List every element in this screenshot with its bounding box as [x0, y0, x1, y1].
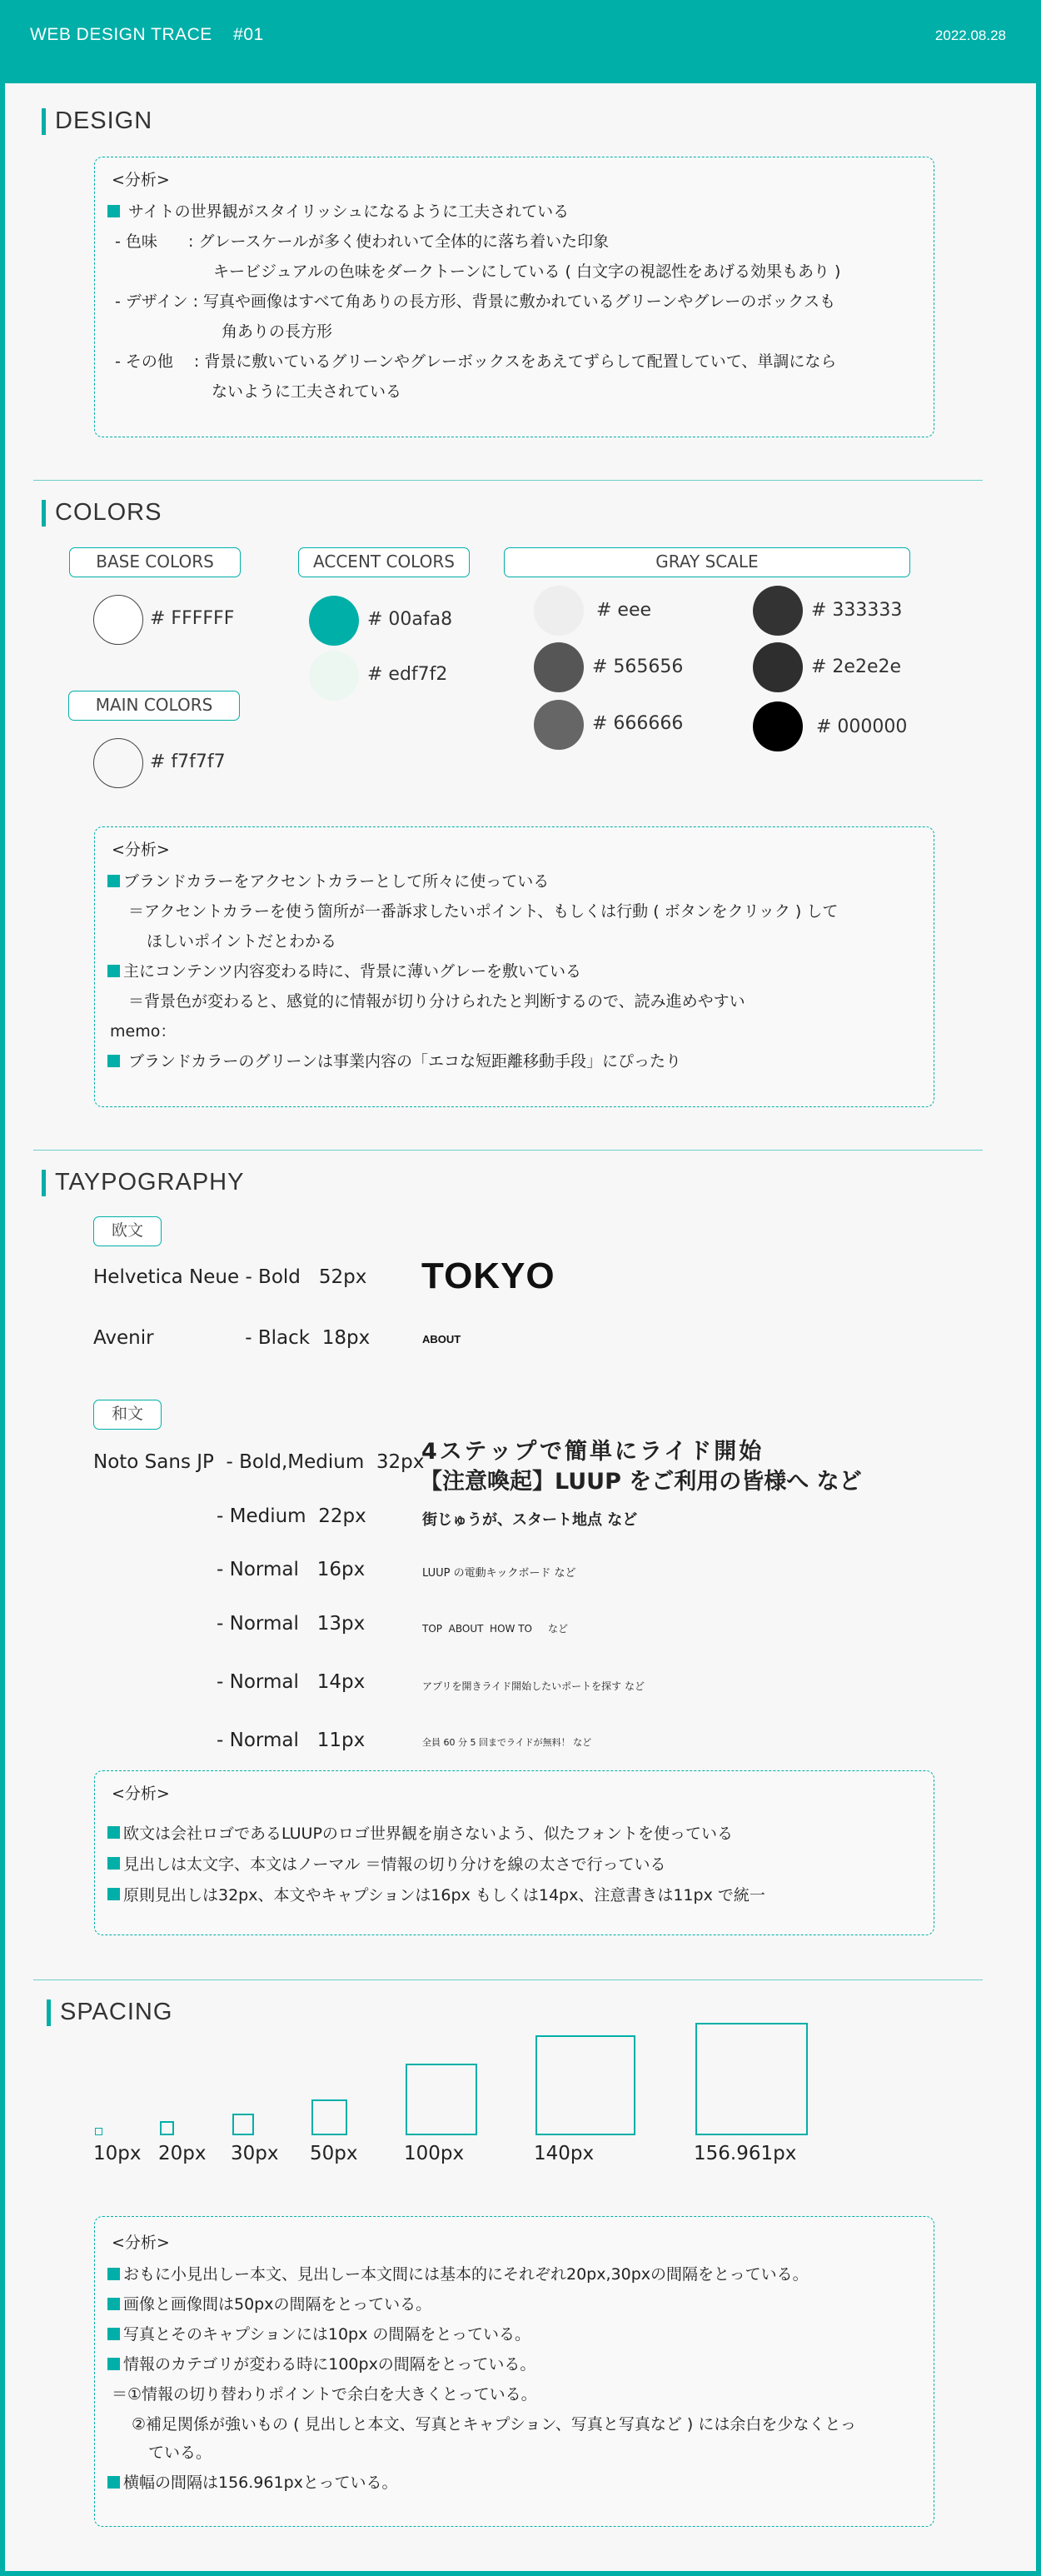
avenir-sample: ABOUT [422, 1333, 461, 1345]
normal11-spec: - Normal 11px [217, 1730, 366, 1751]
medium22-spec: - Medium 22px [217, 1505, 366, 1527]
bullet-square [107, 205, 120, 217]
spacing-analysis-box [94, 2216, 934, 2527]
divider [33, 480, 983, 481]
analysis-line: サイトの世界観がスタイリッシュになるように工夫されている [128, 202, 570, 221]
analysis-heading: <分析> [112, 171, 170, 189]
analysis-heading: <分析> [112, 2234, 170, 2252]
color-label-gray: # 2e2e2e [811, 656, 902, 677]
analysis-line: ＝①情報の切り替わりポイントで余白を大きくとっている。 [112, 2385, 537, 2404]
spacing-sample-label: 20px [158, 2143, 207, 2164]
color-swatch-gray [534, 642, 584, 692]
color-swatch-gray [534, 586, 584, 636]
bullet-square [107, 1888, 120, 1900]
bullet-square [107, 2328, 120, 2340]
normal11-sample: 全員 60 分 5 回までライドが無料！ など [422, 1737, 592, 1748]
spacing-sample-box [232, 2114, 254, 2135]
analysis-heading: <分析> [112, 1785, 170, 1803]
divider [33, 1150, 983, 1151]
normal16-sample: LUUP の電動キックボード など [422, 1567, 576, 1580]
normal14-spec: - Normal 14px [217, 1671, 366, 1693]
normal13-sample: TOP ABOUT HOW TO など [422, 1623, 569, 1635]
spacing-sample-box [95, 2128, 102, 2135]
typography-analysis-box [94, 1770, 934, 1935]
analysis-line: ＝アクセントカラーを使う箇所が一番訴求したいポイント、もしくは行動 ( ボタンをクリック ) して [128, 902, 839, 921]
bullet-square [107, 965, 120, 977]
analysis-line: ほしいポイントだとわかる [147, 932, 337, 951]
color-label-gray: # 000000 [816, 716, 908, 737]
analysis-line: ている。 [148, 2444, 212, 2462]
analysis-line: 横幅の間隔は156.961pxとっている。 [123, 2474, 398, 2492]
medium22-sample: 街じゅうが、スタート地点 など [422, 1511, 638, 1529]
analysis-line: ＝背景色が変わると、感覚的に情報が切り分けられたと判断するので、読み進めやすい [128, 992, 745, 1011]
analysis-line: おもに小見出しー本文、見出しー本文間には基本的にそれぞれ20px,30pxの間隔をとっている。 [123, 2265, 809, 2284]
avenir-spec: Avenir - Black 18px [93, 1327, 371, 1349]
bullet-square [107, 1857, 120, 1870]
color-swatch-accent [309, 596, 359, 646]
analysis-heading: <分析> [112, 841, 170, 859]
bullet-square [107, 2358, 120, 2370]
spacing-sample-box [311, 2099, 347, 2135]
section-marker [42, 108, 46, 135]
section-title-design: DESIGN [55, 107, 153, 134]
analysis-line: 画像と画像間は50pxの間隔をとっている。 [123, 2295, 432, 2314]
section-title-colors: COLORS [55, 499, 162, 526]
spacing-sample-box [535, 2035, 635, 2135]
normal14-sample: アプリを開きライド開始したいポートを探す など [422, 1680, 645, 1692]
gray-scale-label: GRAY SCALE [504, 547, 910, 577]
spacing-sample-label: 140px [534, 2143, 595, 2164]
noto-sample-1: 4ステップで簡単にライド開始 [421, 1439, 765, 1465]
analysis-line: ブランドカラーをアクセントカラーとして所々に使っている [123, 872, 550, 891]
analysis-line: - その他 : 背景に敷いているグリーンやグレーボックスをあえてずらして配置していて、単調になら [115, 352, 837, 371]
analysis-line: 主にコンテンツ内容変わる時に、背景に薄いグレーを敷いている [123, 962, 582, 981]
analysis-line: キービジュアルの色味をダークトーンにしている ( 白文字の視認性をあげる効果もあり ) [213, 262, 841, 281]
section-marker [47, 1999, 51, 2026]
spacing-sample-label: 156.961px [694, 2143, 797, 2164]
base-colors-label: BASE COLORS [69, 547, 241, 577]
color-swatch-gray [753, 701, 803, 751]
spacing-sample-label: 10px [93, 2143, 142, 2164]
noto-spec: Noto Sans JP - Bold,Medium 32px [93, 1451, 425, 1473]
spacing-sample-label: 100px [404, 2143, 465, 2164]
bullet-square [107, 1055, 120, 1067]
analysis-line: 写真とそのキャプションには10px の間隔をとっている。 [123, 2325, 531, 2344]
analysis-line: ②補足関係が強いもの ( 見出しと本文、写真とキャプション、写真と写真など ) には余白を少なくとっ [132, 2415, 856, 2434]
color-swatch-base [93, 595, 143, 645]
analysis-line: 見出しは太文字、本文はノーマル ＝情報の切り分けを線の太さで行っている [123, 1855, 666, 1874]
main-colors-label: MAIN COLORS [68, 691, 240, 721]
color-swatch-gray [753, 642, 803, 692]
color-swatch-main [93, 738, 143, 788]
bullet-square [107, 1826, 120, 1839]
color-label-gray: # eee [596, 600, 652, 621]
analysis-line: ブランドカラーのグリーンは事業内容の「エコな短距離移動手段」にぴったり [128, 1052, 682, 1071]
date-label: 2022.08.28 [934, 27, 1006, 43]
section-marker [42, 500, 46, 527]
design-analysis-box [94, 157, 934, 437]
helvetica-spec: Helvetica Neue - Bold 52px [93, 1266, 367, 1288]
japanese-font-label: 和文 [93, 1400, 162, 1430]
spacing-sample-box [406, 2064, 477, 2135]
spacing-sample-label: 30px [231, 2143, 279, 2164]
color-label-gray: # 565656 [592, 656, 684, 677]
color-label-accent: # 00afa8 [367, 609, 453, 630]
analysis-line: - 色味 : グレースケールが多く使われいて全体的に落ち着いた印象 [115, 232, 610, 251]
color-label-accent: # edf7f2 [367, 664, 448, 685]
normal16-spec: - Normal 16px [217, 1559, 366, 1580]
analysis-line: 欧文は会社ロゴであるLUUPのロゴ世界観を崩さないよう、似たフォントを使っている [123, 1825, 733, 1843]
colors-analysis-box [94, 826, 934, 1107]
analysis-line: ないように工夫されている [212, 382, 402, 401]
analysis-line: 角ありの長方形 [222, 322, 333, 341]
color-label-gray: # 333333 [811, 600, 903, 621]
normal13-spec: - Normal 13px [217, 1613, 366, 1635]
noto-sample-2: 【注意喚起】LUUP をご利用の皆様へ など [420, 1469, 862, 1495]
analysis-line: 原則見出しは32px、本文やキャプションは16px もしくは14px、注意書きは11px で統一 [123, 1886, 765, 1905]
section-marker [42, 1170, 46, 1196]
color-label-gray: # 666666 [592, 713, 684, 734]
spacing-sample-box [160, 2121, 174, 2135]
western-font-label: 欧文 [93, 1216, 162, 1246]
color-label-base: # FFFFFF [150, 608, 235, 629]
helvetica-sample: TOKYO [421, 1256, 555, 1296]
site-title: WEB DESIGN TRACE #01 [30, 25, 264, 44]
color-swatch-gray [534, 700, 584, 750]
section-title-typography: TAYPOGRAPHY [55, 1169, 245, 1196]
analysis-line: 情報のカテゴリが変わる時に100pxの間隔をとっている。 [123, 2355, 536, 2374]
memo-label: memo： [110, 1022, 177, 1041]
accent-colors-label: ACCENT COLORS [298, 547, 470, 577]
divider [33, 1979, 983, 1980]
section-title-spacing: SPACING [60, 1999, 173, 2025]
spacing-sample-label: 50px [310, 2143, 358, 2164]
analysis-line: - デザイン : 写真や画像はすべて角ありの長方形、背景に敷かれているグリーンやグレーのボックスも [115, 292, 836, 311]
color-swatch-gray [753, 586, 803, 636]
color-label-main: # f7f7f7 [150, 751, 226, 772]
color-swatch-accent [309, 651, 359, 701]
spacing-sample-box [695, 2023, 808, 2135]
bullet-square [107, 875, 120, 887]
bullet-square [107, 2268, 120, 2280]
bullet-square [107, 2476, 120, 2489]
bullet-square [107, 2298, 120, 2310]
